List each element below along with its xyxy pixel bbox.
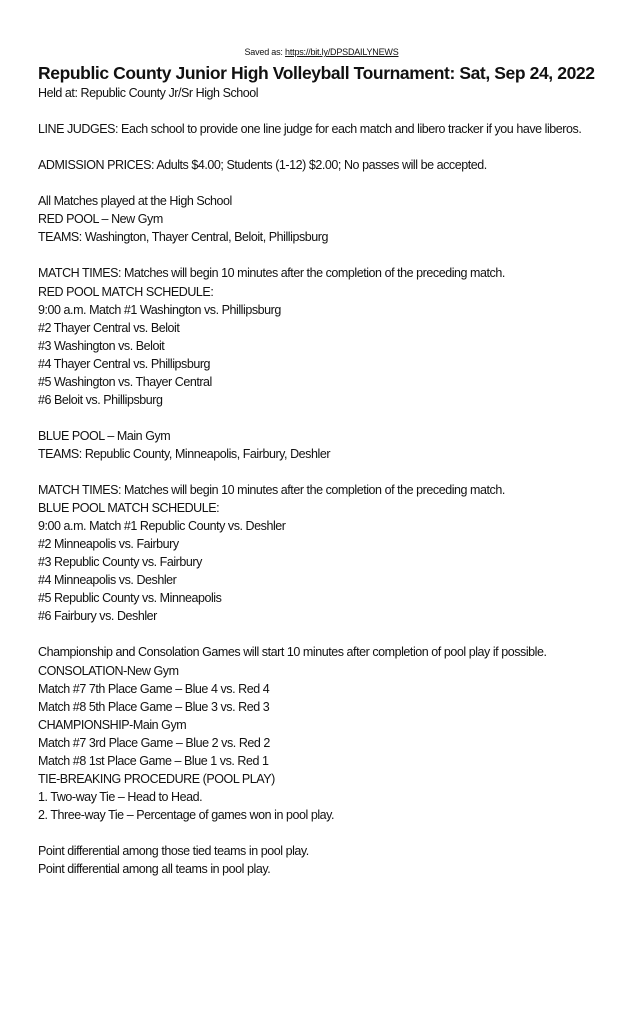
blue-pool-match: #6 Fairbury vs. Deshler [38,609,157,624]
championship-match: Match #7 3rd Place Game – Blue 2 vs. Red 2 [38,735,270,750]
spacer [38,102,628,120]
red-pool-match: #3 Washington vs. Beloit [38,338,165,353]
red-pool-match: #4 Thayer Central vs. Phillipsburg [38,356,211,371]
tiebreak-note: Point differential among all teams in pool play. [38,862,271,877]
admission-prices: ADMISSION PRICES: Adults $4.00; Students (1-12) $2.00; No passes will be accepted. [38,158,487,173]
document-title: Republic County Junior High Volleyball Tournament: Sat, Sep 24, 2022 [38,63,595,83]
championship-heading: CHAMPIONSHIP-Main Gym [38,717,187,732]
red-pool-match: 9:00 a.m. Match #1 Washington vs. Phillipsburg [38,302,281,317]
tiebreak-note: Point differential among those tied teams in pool play. [38,843,309,858]
consolation-match: Match #7 7th Place Game – Blue 4 vs. Red 4 [38,681,270,696]
red-pool-teams: TEAMS: Washington, Thayer Central, Beloit, Phillipsburg [38,230,328,245]
held-at: Held at: Republic County Jr/Sr High School [38,86,259,100]
blue-pool-match: #5 Republic County vs. Minneapolis [38,591,222,606]
blue-pool-schedule-heading: BLUE POOL MATCH SCHEDULE: [38,501,220,516]
red-pool-schedule-heading: RED POOL MATCH SCHEDULE: [38,284,214,299]
consolation-heading: CONSOLATION-New Gym [38,663,179,678]
blue-pool-location: BLUE POOL – Main Gym [38,428,171,443]
saved-as-line [0,46,643,58]
tiebreak-rule: 1. Two-way Tie – Head to Head. [38,789,203,804]
spacer [38,625,628,643]
red-pool-match-times: MATCH TIMES: Matches will begin 10 minutes after the completion of the preceding match. [38,266,505,281]
red-pool-location: RED POOL – New Gym [38,212,163,227]
red-pool-match: #6 Beloit vs. Phillipsburg [38,392,163,407]
spacer [38,174,628,192]
all-matches-location: All Matches played at the High School [38,194,232,209]
spacer [38,463,628,481]
spacer [38,138,628,156]
spacer [38,246,628,264]
finals-intro: Championship and Consolation Games will start 10 minutes after completion of pool play if possible. [38,645,547,660]
championship-match: Match #8 1st Place Game – Blue 1 vs. Red 1 [38,753,269,768]
consolation-match: Match #8 5th Place Game – Blue 3 vs. Red 3 [38,699,270,714]
spacer [38,409,628,427]
blue-pool-match: #2 Minneapolis vs. Fairbury [38,537,179,552]
blue-pool-match: #3 Republic County vs. Fairbury [38,555,202,570]
saved-as-label: Saved as: [244,47,283,57]
spacer [38,824,628,842]
tiebreak-heading: TIE-BREAKING PROCEDURE (POOL PLAY) [38,771,275,786]
blue-pool-match: 9:00 a.m. Match #1 Republic County vs. Deshler [38,519,286,534]
blue-pool-teams: TEAMS: Republic County, Minneapolis, Fairbury, Deshler [38,446,331,461]
red-pool-match: #2 Thayer Central vs. Beloit [38,320,180,335]
red-pool-match: #5 Washington vs. Thayer Central [38,374,212,389]
document-body [38,84,628,878]
saved-as-link[interactable]: https://bit.ly/DPSDAILYNEWS [285,47,399,57]
tiebreak-rule: 2. Three-way Tie – Percentage of games won in pool play. [38,807,335,822]
blue-pool-match-times: MATCH TIMES: Matches will begin 10 minutes after the completion of the preceding match. [38,483,505,498]
blue-pool-match: #4 Minneapolis vs. Deshler [38,573,177,588]
line-judges-note: LINE JUDGES: Each school to provide one line judge for each match and libero tracker if you have liberos. [38,122,582,137]
